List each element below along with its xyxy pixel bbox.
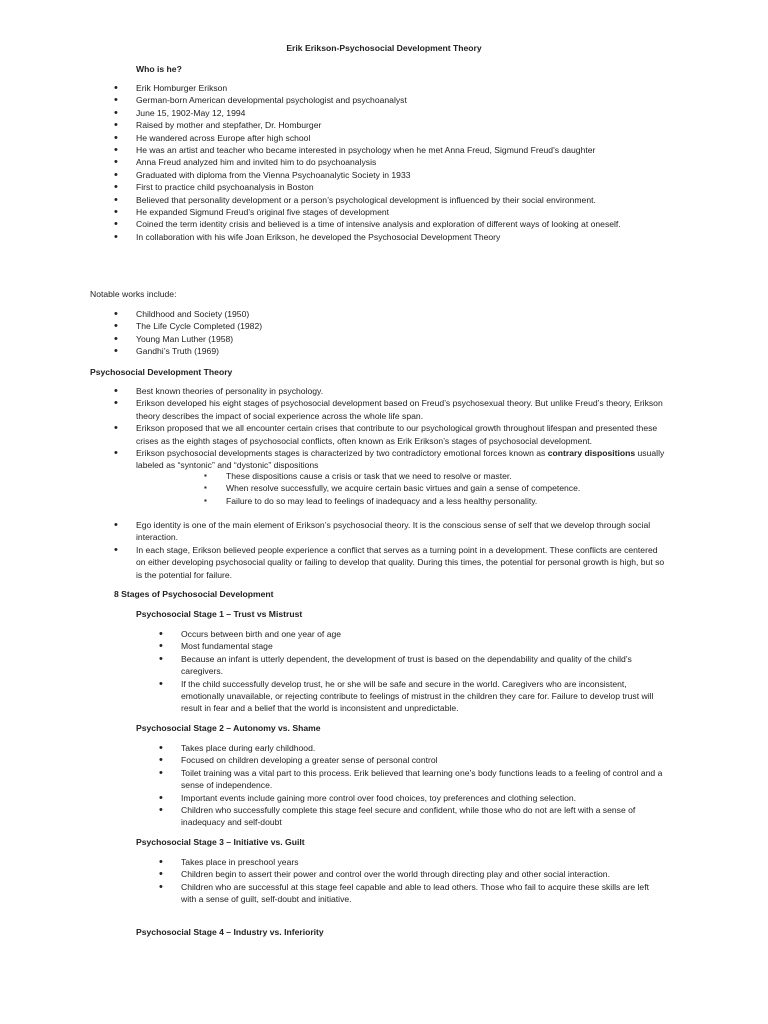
list-item: • Children begin to assert their power and control over the world through directing play and other social interaction. [181,868,666,880]
list-item: • Children who successfully complete this stage feel secure and confident, while those who do not are left with a sense of inadequacy and self-doubt [181,804,666,829]
list-item: • In collaboration with his wife Joan Erikson, he developed the Psychosocial Development Theory [136,231,656,243]
list-item: • Erikson proposed that we all encounter certain crises that contribute to our psychological growth throughout lifespan and presented these crises as the eighth stages of psychosocial conflicts, often known as Erik Erikson’s stages of psychosocial development. [136,422,666,447]
document-title: Erik Erikson-Psychosocial Development Theory [286,43,482,53]
list-item: • Gandhi’s Truth (1969) [136,345,656,357]
stage2-list [181,742,666,829]
stage4-heading: Psychosocial Stage 4 – Industry vs. Inferiority [136,927,324,937]
list-item: • Toilet training was a vital part to this process. Erik believed that learning one’s body functions leads to a feeling of control and a sense of independence. [181,767,666,792]
theory-list-b [136,519,666,581]
who-heading: Who is he? [136,64,182,74]
list-item: • Children who are successful at this stage feel capable and able to lead others. Those who fail to acquire these skills are left with a sense of guilt, self-doubt and initiative. [181,881,666,906]
stage1-list [181,628,666,715]
list-item: • If the child successfully develop trust, he or she will be safe and secure in the world. Caregivers who are inconsistent, emotionally unavailable, or rejecting contribute to feelings of mistrust in the children they care for. Failure to develop trust will result in fear and a belief that the world is inconsistent and unpredictable. [181,678,666,715]
theory-heading: Psychosocial Development Theory [90,367,233,377]
list-item: • Best known theories of personality in psychology. [136,385,666,397]
list-item: • June 15, 1902-May 12, 1994 [136,107,656,119]
list-item: • Takes place in preschool years [181,856,666,868]
list-item: • Erikson developed his eight stages of psychosocial development based on Freud’s psychosexual theory. But unlike Freud’s theory, Erikson theory describes the impact of social experience across the whole life span. [136,397,666,422]
list-item: • Takes place during early childhood. [181,742,666,754]
list-item: • Believed that personality development or a person’s psychological development is influenced by their social environment. [136,194,656,206]
stage2-heading: Psychosocial Stage 2 – Autonomy vs. Shame [136,723,321,733]
list-item: • Coined the term identity crisis and believed is a time of intensive analysis and exploration of different ways of looking at oneself. [136,218,656,230]
contrary-text-pre: Erikson psychosocial developments stages is characterized by two contradictory emotional forces known as [136,448,548,459]
list-item: • Focused on children developing a greater sense of personal control [181,754,666,766]
list-item: • Anna Freud analyzed him and invited him to do psychoanalysis [136,156,656,168]
list-item: • Graduated with diploma from the Vienna Psychoanalytic Society in 1933 [136,169,656,181]
list-item: • He was an artist and teacher who became interested in psychology when he met Anna Freud, Sigmund Freud’s daughter [136,144,656,156]
who-list [136,82,656,243]
list-item: • In each stage, Erikson believed people experience a conflict that serves as a turning point in a development. These conflicts are centered on either developing psychosocial quality or failing to develop that quality. During this times, the potential for personal growth is high, but so is the potential for failure. [136,544,666,581]
theory-sub-list [226,470,666,507]
contrary-text-post: usually labeled as “syntonic” and “dystonic” dispositions [136,448,665,471]
list-item: • He wandered across Europe after high school [136,132,656,144]
list-item: • Occurs between birth and one year of age [181,628,666,640]
list-item: • He expanded Sigmund Freud’s original five stages of development [136,206,656,218]
sub-list-item: ▪ These dispositions cause a crisis or task that we need to resolve or master. [226,470,666,482]
stage1-heading: Psychosocial Stage 1 – Trust vs Mistrust [136,609,303,619]
list-item: • Most fundamental stage [181,640,666,652]
list-item: • German-born American developmental psychologist and psychoanalyst [136,94,656,106]
list-item [136,447,666,472]
list-item: • Raised by mother and stepfather, Dr. Homburger [136,119,656,131]
theory-list-a [136,385,666,472]
list-item: • Because an infant is utterly dependent, the development of trust is based on the dependability and quality of the child’s caregivers. [181,653,666,678]
sub-list-item: ▪ When resolve successfully, we acquire certain basic virtues and gain a sense of competence. [226,482,666,494]
stage3-list [181,856,666,906]
list-item: • First to practice child psychoanalysis in Boston [136,181,656,193]
sub-list-item: ▪ Failure to do so may lead to feelings of inadequacy and a less healthy personality. [226,495,666,507]
stages-heading: 8 Stages of Psychosocial Development [114,589,274,599]
list-item: • Childhood and Society (1950) [136,308,656,320]
list-item: • The Life Cycle Completed (1982) [136,320,656,332]
list-item: • Ego identity is one of the main element of Erikson’s psychosocial theory. It is the conscious sense of self that we develop through social interaction. [136,519,666,544]
list-item: • Erik Homburger Erikson [136,82,656,94]
list-item: • Important events include gaining more control over food choices, toy preferences and clothing selection. [181,792,666,804]
works-list [136,308,656,358]
works-heading: Notable works include: [90,289,177,299]
stage3-heading: Psychosocial Stage 3 – Initiative vs. Guilt [136,837,305,847]
list-item: • Young Man Luther (1958) [136,333,656,345]
contrary-dispositions-term: contrary dispositions [547,448,636,459]
